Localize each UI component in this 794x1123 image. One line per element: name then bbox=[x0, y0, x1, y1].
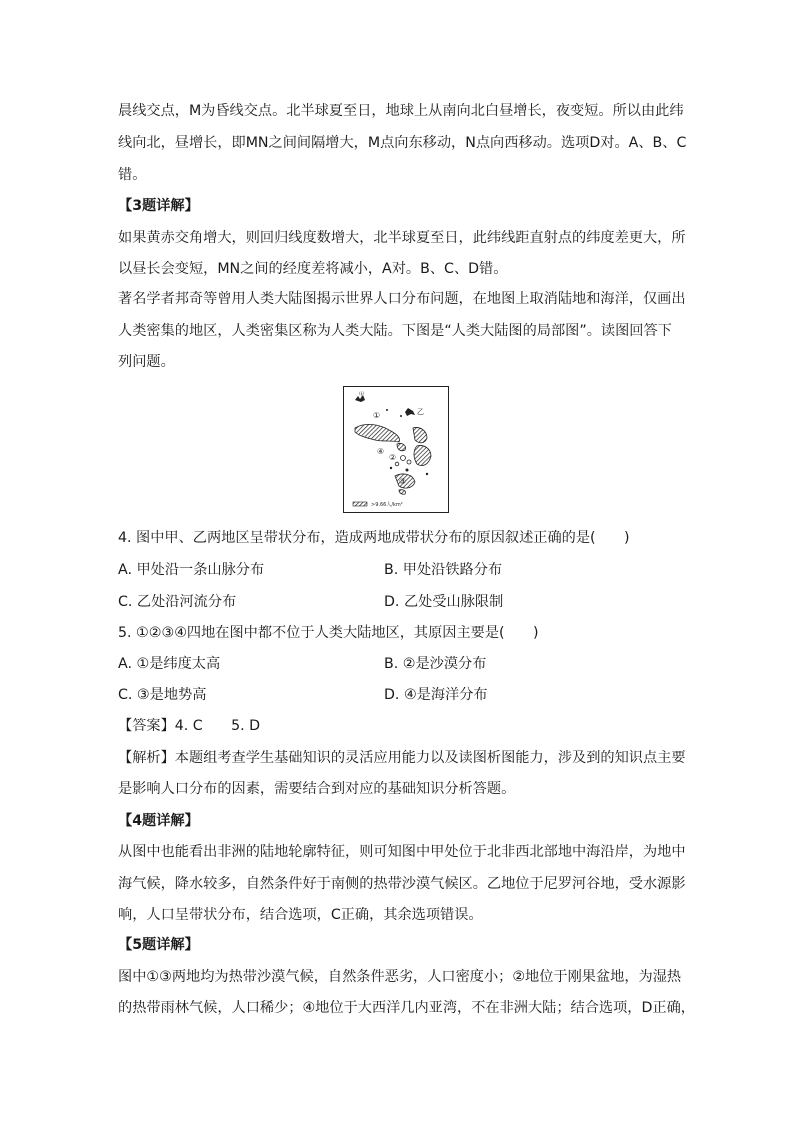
q4-option-d: D. 乙处受山脉限制 bbox=[384, 594, 504, 610]
q4-stem: 4. 图中甲、乙两地区呈带状分布，造成两地成带状分布的原因叙述正确的是( ) bbox=[118, 530, 630, 546]
label-circle-3: ③ bbox=[399, 477, 407, 486]
paragraph-line: 如果黄赤交角增大，则回归线度数增大，北半球夏至日，此纬线距直射点的纬度差更大，所 bbox=[118, 230, 686, 246]
answer-line: 【答案】4. C 5. D bbox=[118, 718, 261, 734]
paragraph-line: 晨线交点，M为昏线交点。北半球夏至日，地球上从南向北白昼增长，夜变短。所以由此纬 bbox=[118, 103, 684, 119]
q4-header: 【4题详解】 bbox=[118, 813, 199, 829]
q5-detail-line: 的热带雨林气候，人口稀少；④地位于大西洋几内亚湾，不在非洲大陆；结合选项，D正确， bbox=[118, 1000, 695, 1016]
q5-option-a: A. ①是纬度太高 bbox=[118, 656, 221, 672]
legend-text: >9.66人/km² bbox=[371, 502, 403, 508]
label-circle-2: ② bbox=[389, 453, 397, 462]
q5-stem: 5. ①②③④四地在图中都不位于人类大陆地区，其原因主要是( ) bbox=[118, 625, 539, 641]
label-circle-1: ① bbox=[373, 411, 381, 420]
intro-line: 人类密集的地区，人类密集区称为人类大陆。下图是“人类大陆图的局部图”。读图回答下 bbox=[118, 323, 672, 339]
paragraph-line: 以昼长会变短，MN之间的经度差将减小，A对。B、C、D错。 bbox=[118, 261, 508, 277]
q4-detail-line: 响，人口呈带状分布，结合选项，C正确，其余选项错误。 bbox=[118, 907, 483, 923]
q4-option-c: C. 乙处沿河流分布 bbox=[118, 594, 237, 610]
q4-option-a: A. 甲处沿一条山脉分布 bbox=[118, 562, 265, 578]
label-circle-4: ④ bbox=[377, 447, 385, 456]
analysis-line: 【解析】本题组考查学生基础知识的灵活应用能力以及读图析图能力，涉及到的知识点主要 bbox=[118, 750, 686, 766]
q5-option-c: C. ③是地势高 bbox=[118, 687, 207, 703]
human-continent-map bbox=[343, 386, 449, 513]
label-jia: 甲 bbox=[359, 392, 365, 398]
paragraph-line: 线向北，昼增长，即MN之间间隔增大，M点向东移动，N点向西移动。选项D对。A、B、C bbox=[118, 135, 687, 151]
analysis-line: 是影响人口分布的因素，需要结合到对应的基础知识分析答题。 bbox=[118, 781, 516, 797]
q5-option-b: B. ②是沙漠分布 bbox=[384, 656, 487, 672]
paragraph-line: 错。 bbox=[118, 167, 147, 183]
q4-detail-line: 从图中也能看出非洲的陆地轮廓特征，则可知图中甲处位于北非西北部地中海沿岸，为地中 bbox=[118, 844, 686, 860]
legend-swatch bbox=[353, 502, 367, 506]
intro-line: 著名学者邦奇等曾用人类大陆图揭示世界人口分布问题，在地图上取消陆地和海洋，仅画出 bbox=[118, 291, 686, 307]
q3-header: 【3题详解】 bbox=[118, 198, 199, 214]
label-yi: 乙 bbox=[417, 408, 424, 416]
q4-option-b: B. 甲处沿铁路分布 bbox=[384, 562, 503, 578]
q4-detail-line: 海气候，降水较多，自然条件好于南侧的热带沙漠气候区。乙地位于尼罗河谷地，受水源影 bbox=[118, 876, 686, 892]
q5-header: 【5题详解】 bbox=[118, 937, 199, 953]
intro-line: 列问题。 bbox=[118, 354, 175, 370]
q5-option-d: D. ④是海洋分布 bbox=[384, 687, 488, 703]
q5-detail-line: 图中①③两地均为热带沙漠气候，自然条件恶劣，人口密度小；②地位于刚果盆地，为湿热 bbox=[118, 969, 682, 985]
